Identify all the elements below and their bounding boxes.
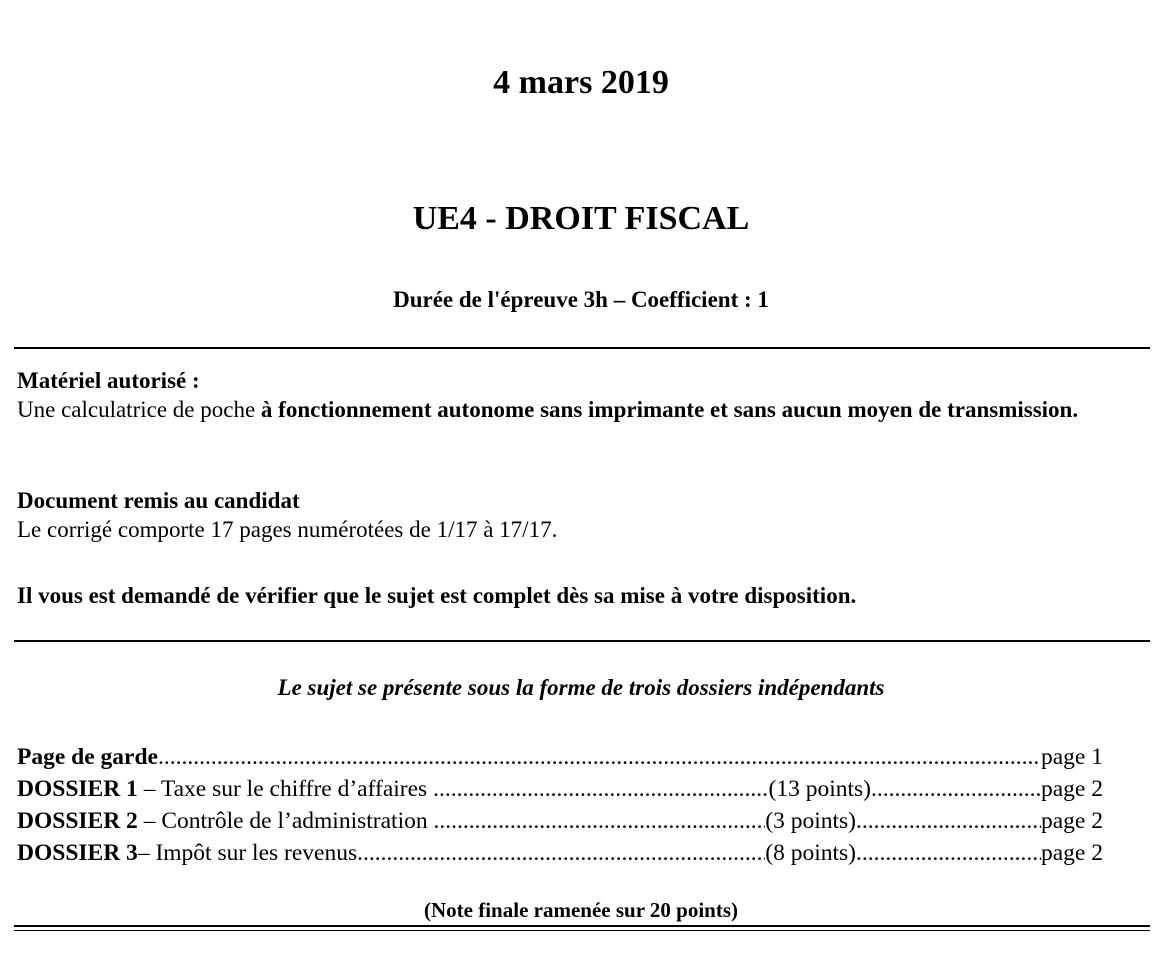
materiel-text xyxy=(17,395,1147,424)
materiel-text-bold: à fonctionnement autonome sans imprimante et sans aucun moyen de transmission. xyxy=(260,397,1079,422)
toc-leader xyxy=(856,837,1041,869)
divider xyxy=(14,347,1150,349)
materiel-text-plain: Une calculatrice de poche xyxy=(17,397,261,422)
final-note: (Note finale ramenée sur 20 points) xyxy=(424,898,738,922)
toc-points: (3 points) xyxy=(765,808,856,834)
toc-page: page 2 xyxy=(1041,808,1103,834)
toc-page: page 2 xyxy=(1041,776,1103,802)
toc-subtitle: – Impôt sur les revenus xyxy=(137,840,358,866)
toc-leader xyxy=(856,805,1041,837)
materiel-heading: Matériel autorisé : xyxy=(17,368,200,393)
toc-subtitle: – Contrôle de l’administration xyxy=(137,808,434,834)
intro-text: Le sujet se présente sous la forme de trois dossiers indépendants xyxy=(277,675,885,700)
toc-page: page 2 xyxy=(1041,840,1103,866)
document-heading: Document remis au candidat xyxy=(17,488,300,513)
exam-date: 4 mars 2019 xyxy=(493,64,669,101)
document-section xyxy=(17,486,1147,544)
toc-label: DOSSIER 3 xyxy=(17,840,138,866)
toc-points: (13 points) xyxy=(768,776,871,802)
toc-row xyxy=(17,837,1103,869)
toc-leader xyxy=(433,805,765,837)
document-text: Le corrigé comporte 17 pages numérotées de 1/17 à 17/17. xyxy=(17,517,558,542)
exam-title: UE4 - DROIT FISCAL xyxy=(412,200,750,237)
toc-leader xyxy=(871,773,1041,805)
toc-leader xyxy=(158,741,1041,773)
materiel-section xyxy=(17,366,1147,424)
verification-notice: Il vous est demandé de vérifier que le sujet est complet dès sa mise à votre disposition. xyxy=(17,583,857,608)
toc-label: Page de garde xyxy=(17,744,158,770)
table-of-contents xyxy=(17,741,1103,869)
divider xyxy=(14,640,1150,642)
toc-page: page 1 xyxy=(1041,744,1103,770)
toc-row xyxy=(17,741,1103,773)
toc-subtitle: – Taxe sur le chiffre d’affaires xyxy=(137,776,434,802)
exam-duration: Durée de l'épreuve 3h – Coefficient : 1 xyxy=(393,287,769,312)
toc-leader xyxy=(357,837,765,869)
toc-label: DOSSIER 1 xyxy=(17,776,138,802)
toc-label: DOSSIER 2 xyxy=(17,808,138,834)
double-divider xyxy=(14,925,1150,931)
toc-row xyxy=(17,805,1103,837)
toc-row xyxy=(17,773,1103,805)
toc-leader xyxy=(433,773,768,805)
toc-points: (8 points) xyxy=(765,840,856,866)
